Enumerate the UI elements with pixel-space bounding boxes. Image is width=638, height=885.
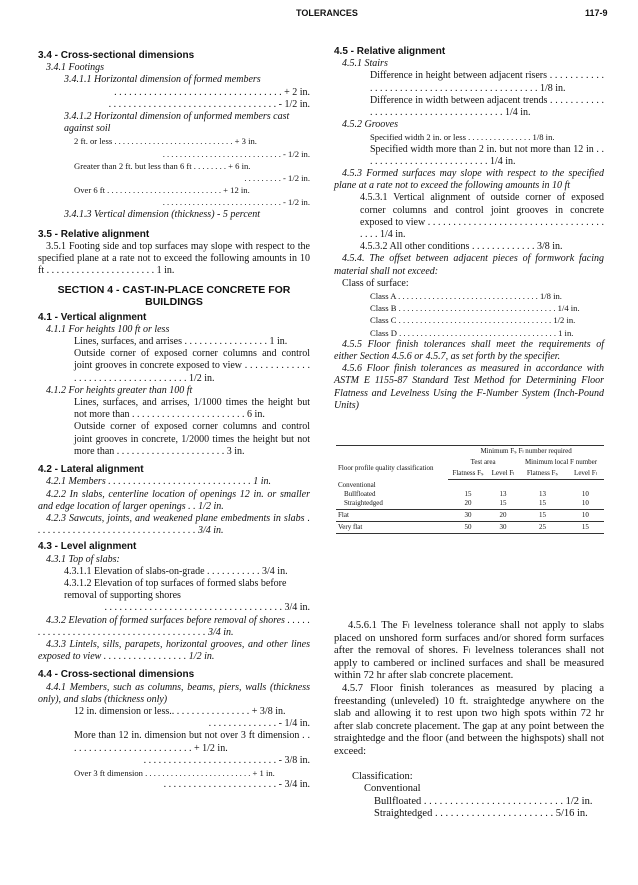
table-header: Level Fₗ (567, 468, 604, 480)
class-of-surface-label: Class of surface: (342, 277, 409, 289)
item-3-5-1: 3.5.1 Footing side and top surfaces may slope with respect to the specified plane at a rate not to exceed the following amounts in 10 ft . . . . . . . . . . . . . . . . . . . . . . 1 in. (38, 241, 310, 277)
tolerance-line: Outside corner of exposed corner columns and control joint grooves in concrete, 1/2000 times the height but not more than . . . . . . . . . . . . . . . . . . . . . . 3 in. (74, 421, 310, 457)
tolerance-line: . . . . . . . . . - 1/2 in. (244, 173, 310, 184)
classification-label: Classification: (352, 770, 413, 782)
item-4-3-1-1: 4.3.1.1 Elevation of slabs-on-grade . . . . . . . . . . . 3/4 in. (64, 565, 288, 577)
table-header: Minimum local F number (524, 458, 598, 466)
heading-4-2: 4.2 - Lateral alignment (38, 464, 144, 476)
item-4-1-2: 4.1.2 For heights greater than 100 ft (46, 384, 193, 396)
tolerance-line: Class D . . . . . . . . . . . . . . . . . . . . . . . . . . . . . . . . . . . . . 1 in. (370, 327, 574, 338)
row-label: Conventional (338, 480, 376, 489)
item-4-5-5: 4.5.5 Floor finish tolerances shall meet the requirements of either Section 4.5.6 or 4.5.7, as set forth by the specifier. (334, 338, 604, 363)
floor-profile-table (336, 445, 604, 534)
tolerance-line: Bullfloated . . . . . . . . . . . . . . . . . . . . . . . . . . . 1/2 in. (374, 795, 593, 807)
item-4-5-1: 4.5.1 Stairs (342, 58, 388, 70)
page-header (0, 8, 638, 22)
tolerance-line: More than 12 in. dimension but not over 3 ft dimension . . . . . . . . . . . . . . . . . . . . . . . . . . + 1/2 in. (74, 730, 310, 754)
row-label: Bullfloated (344, 489, 376, 498)
item-4-2-2: 4.2.2 In slabs, centerline location of openings 12 in. or smaller and edge location of larger openings . . 1/2 in. (38, 488, 310, 512)
table-cell: 30 (488, 522, 518, 534)
tolerance-line: Class B . . . . . . . . . . . . . . . . . . . . . . . . . . . . . . . . . . . . . 1/4 in. (370, 303, 580, 314)
tolerance-line: Greater than 2 ft. but less than 6 ft . . . . . . . . + 6 in. (74, 160, 251, 171)
table-cell: 13 15 (538, 490, 546, 507)
item-4-2-1: 4.2.1 Members . . . . . . . . . . . . . . . . . . . . . . . . . . . . . 1 in. (46, 476, 271, 488)
item-4-3-1-2: 4.3.1.2 Elevation of top surfaces of formed slabs before removal of supporting shores (64, 577, 287, 602)
running-title: TOLERANCES (296, 8, 358, 18)
tolerance-line: Over 3 ft dimension . . . . . . . . . . . . . . . . . . . . . . . . . + 1 in. (74, 767, 275, 778)
item-4-5-3-2: 4.5.3.2 All other conditions . . . . . . . . . . . . . 3/8 in. (360, 241, 563, 253)
table-header: Flatness Fₛ (518, 468, 567, 480)
heading-4-5: 4.5 - Relative alignment (334, 46, 446, 57)
tolerance-line: . . . . . . . . . . . . . . . . . . . . . . . . . . . - 3/8 in. (143, 754, 310, 766)
tolerance-line: Straightedged . . . . . . . . . . . . . . . . . . . . . . . 5/16 in. (374, 808, 588, 820)
tolerance-line: Specified width 2 in. or less . . . . . . . . . . . . . . . 1/8 in. (370, 132, 555, 143)
item-4-5-3-1: 4.5.3.1 Vertical alignment of outside corner of exposed corner columns and control joint grooves in concrete exposed to view . . . . . . . . . . . . . . . . . . . . . . . . . . . . . . . . . . . . . . . 1/4 in. (360, 192, 604, 241)
row-label: Very flat (336, 522, 448, 534)
tolerance-line: Over 6 ft . . . . . . . . . . . . . . . . . . . . . . . . . . . + 12 in. (74, 185, 250, 196)
table-cell: 30 (448, 510, 488, 522)
item-4-3-3: 4.3.3 Lintels, sills, parapets, horizontal grooves, and other lines exposed to view . . . . . . . . . . . . . . . . . 1/2 in. (38, 638, 310, 663)
subheading-3-4-1: 3.4.1 Footings (46, 62, 105, 74)
tolerance-line: Specified width more than 2 in. but not more than 12 in . . . . . . . . . . . . . . . . . . . . . . . . . . 1/4 in. (370, 143, 604, 167)
item-4-5-6-1: 4.5.6.1 The Fₗ levelness tolerance shall not apply to slabs placed on unshored form surfaces and/or shored form surfaces after the removal of shores. Fₗ levelness tolerances shall not apply to cambered or inclined surfaces and shall be measured within 72 hr after slab concrete placement. (334, 620, 604, 682)
heading-4-1: 4.1 - Vertical alignment (38, 311, 147, 323)
row-label: Flat (336, 510, 448, 522)
table-header: Level Fₗ (488, 468, 518, 480)
table-cell: 10 (567, 510, 604, 522)
item-3-4-1-2: 3.4.1.2 Horizontal dimension of unformed members cast against soil (64, 111, 290, 135)
table-cell: 20 (488, 510, 518, 522)
item-4-5-3: 4.5.3 Formed surfaces may slope with respect to the specified plane at a rate not to exceed the following amounts in 10 ft (334, 168, 604, 192)
table-cell: 25 (518, 522, 567, 534)
tolerance-line: . . . . . . . . . . . . . . - 1/4 in. (208, 718, 310, 730)
section-4-title: SECTION 4 - CAST-IN-PLACE CONCRETE FOR BUILDINGS (57, 283, 291, 308)
tolerance-line: . . . . . . . . . . . . . . . . . . . . . . . . . . . . . . . . . . + 2 in. (114, 86, 310, 98)
tolerance-line: Class A . . . . . . . . . . . . . . . . . . . . . . . . . . . . . . . . . 1/8 in. (370, 291, 562, 302)
tolerance-line: . . . . . . . . . . . . . . . . . . . . . . . - 3/4 in. (163, 779, 310, 791)
item-3-4-1-3: 3.4.1.3 Vertical dimension (thickness) - 5 percent (64, 208, 260, 220)
item-4-4-1: 4.4.1 Members, such as columns, beams, piers, walls (thickness only), and slabs (thickness only) (38, 681, 310, 705)
table-cell (336, 480, 448, 510)
item-3-4-1-1: 3.4.1.1 Horizontal dimension of formed members (64, 74, 261, 86)
heading-4-4: 4.4 - Cross-sectional dimensions (38, 669, 195, 681)
item-4-1-1: 4.1.1 For heights 100 ft or less (46, 323, 170, 335)
item-4-3-1: 4.3.1 Top of slabs: (46, 553, 120, 565)
left-column (38, 46, 310, 791)
tolerance-line: Class C . . . . . . . . . . . . . . . . . . . . . . . . . . . . . . . . . . . . 1/2 in. (370, 315, 576, 326)
tolerance-line: 12 in. dimension or less.. . . . . . . . . . . . . . . . + 3/8 in. (74, 705, 286, 717)
table-header: Minimum Fₛ Fₗ number required (448, 446, 604, 458)
item-4-5-4: 4.5.4. The offset between adjacent pieces of formwork facing material shall not exceed: (334, 253, 604, 277)
page-number: 117-9 (585, 8, 608, 18)
item-4-3-2: 4.3.2 Elevation of formed surfaces before removal of shores . . . . . . . . . . . . . . . . . . . . . . . . . . . . . . . . . . . . . . . 3/4 in. (38, 614, 310, 638)
item-4-5-7: 4.5.7 Floor finish tolerances as measured by placing a freestanding (unleveled) 10 ft. straightedge anywhere on the slab and allowing it to rest upon two high spots within 72 hr after slab concrete placement. The gap at any point between the straightedge and the floor (and between the highspots) shall not exceed: (334, 682, 604, 757)
table-cell: 50 (448, 522, 488, 534)
tolerance-line: 2 ft. or less . . . . . . . . . . . . . . . . . . . . . . . . . . . . + 3 in. (74, 136, 257, 147)
right-column (334, 46, 604, 412)
table-header: Flatness Fₛ (448, 468, 488, 480)
table-cell: 13 15 (499, 490, 507, 507)
table-header: Floor profile quality classification (338, 463, 434, 472)
tolerance-line: Difference in height between adjacent risers . . . . . . . . . . . . . . . . . . . . . . . . . . . . . . . . . . . . . . . . . . . . . 1/8 in. (370, 70, 604, 94)
heading-4-3: 4.3 - Level alignment (38, 541, 137, 553)
tolerance-line: . . . . . . . . . . . . . . . . . . . . . . . . . . . . - 1/2 in. (162, 197, 310, 208)
table-cell: 15 (518, 510, 567, 522)
tolerance-line: . . . . . . . . . . . . . . . . . . . . . . . . . . . . . . . . . . - 1/2 in. (108, 98, 310, 110)
tolerance-line: . . . . . . . . . . . . . . . . . . . . . . . . . . . . - 1/2 in. (162, 148, 310, 159)
tolerance-line: . . . . . . . . . . . . . . . . . . . . . . . . . . . . . . . . . . . . 3/4 in. (104, 602, 310, 614)
tolerance-line: Lines, surfaces, and arrises, 1/1000 times the height but not more than . . . . . . . . . . . . . . . . . . . . . . . 6 in. (74, 397, 310, 421)
tolerance-line: Outside corner of exposed corner columns and control joint grooves in concrete exposed to view . . . . . . . . . . . . . . . . . . . . . . . . . . . . . . . . . . . . 1/2 in. (74, 348, 310, 384)
right-column-lower (334, 620, 604, 821)
item-4-2-3: 4.2.3 Sawcuts, joints, and weakened plane embedments in slabs . . . . . . . . . . . . . . . . . . . . . . . . . . . . . . . . . 3/4 in. (38, 512, 310, 537)
table-header: Test area (470, 458, 496, 466)
tolerance-line: Difference in width between adjacent trends . . . . . . . . . . . . . . . . . . . . . . . . . . . . . . . . . . . . . . 1/4 in. (370, 94, 604, 119)
tolerance-line: Lines, surfaces, and arrises . . . . . . . . . . . . . . . . . 1 in. (74, 336, 288, 348)
table-cell: 15 (567, 522, 604, 534)
heading-3-5: 3.5 - Relative alignment (38, 228, 150, 240)
item-4-5-2: 4.5.2 Grooves (342, 119, 399, 131)
conventional-label: Conventional (364, 783, 421, 795)
table-cell: 10 10 (581, 490, 589, 507)
row-label: Straightedged (344, 498, 383, 507)
heading-3-4: 3.4 - Cross-sectional dimensions (38, 50, 195, 61)
item-4-5-6: 4.5.6 Floor finish tolerances as measured in accordance with ASTM E 1155-87 Standard Test Method for Determining Floor Flatness and Levelness Using the F-Number System (Inch-Pound Units) (334, 363, 604, 411)
table-cell: 15 20 (464, 490, 472, 507)
